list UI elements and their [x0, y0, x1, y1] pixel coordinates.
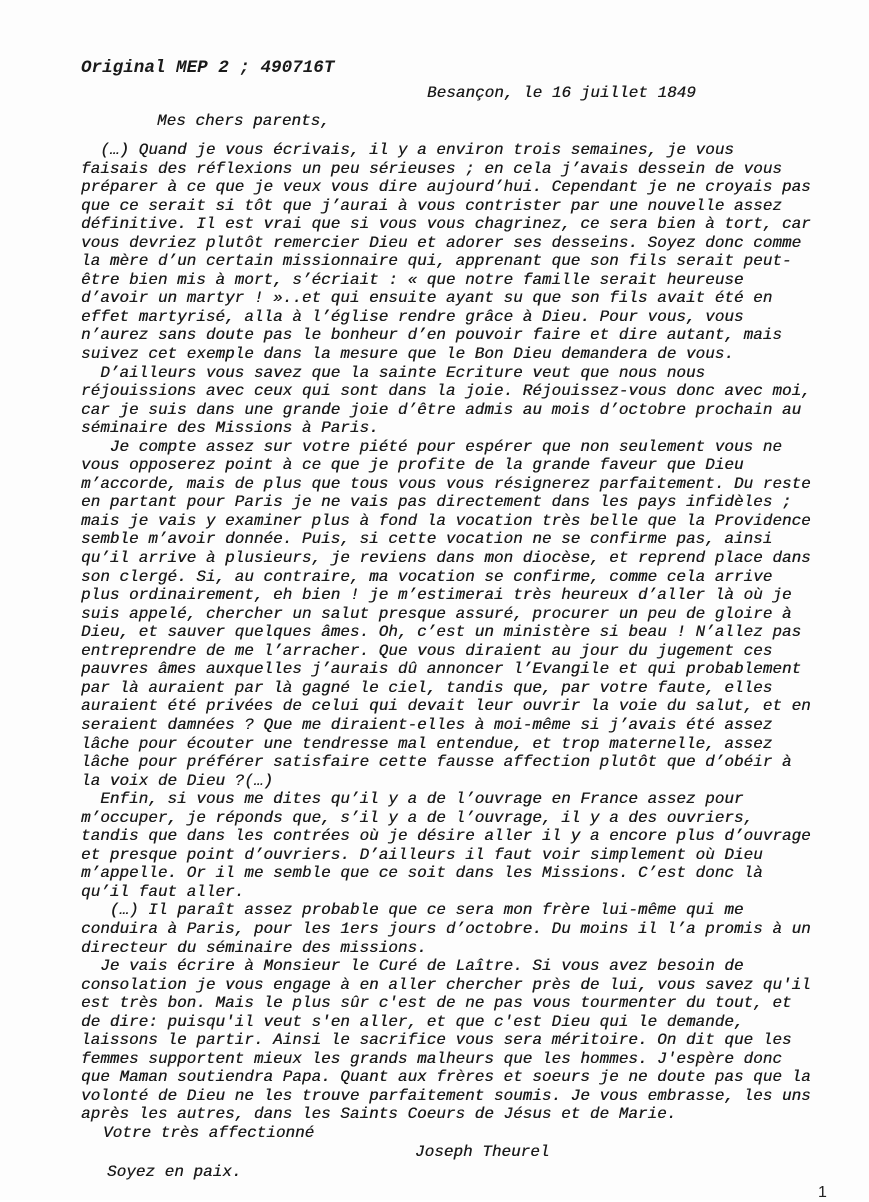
letter-line: qu’il arrive à plusieurs, je reviens dans mon diocèse, et reprend place dans [81, 549, 811, 568]
letter-line: m’accorde, mais de plus que tous vous vous résignerez parfaitement. Du reste [81, 474, 811, 493]
letter-line: (…) Il paraît assez probable que ce sera mon frère lui-même qui me [81, 901, 744, 920]
letter-line: séminaire des Missions à Paris. [81, 419, 379, 438]
document-reference: Original MEP 2 ; 490716T [81, 58, 335, 78]
page-number: 1 [818, 1184, 827, 1201]
letter-line: volonté de Dieu ne les trouve parfaitement soumis. Je vous embrasse, les uns [81, 1086, 811, 1105]
letter-line: d’avoir un martyr ! »..et qui ensuite ayant su que son fils avait été en [81, 289, 773, 308]
letter-line: femmes supportent mieux les grands malheurs que les hommes. J'espère donc [81, 1049, 782, 1068]
letter-line: vous devriez plutôt remercier Dieu et adorer ses desseins. Soyez donc comme [81, 233, 802, 252]
letter-line: son clergé. Si, au contraire, ma vocation se confirme, comme cela arrive [81, 567, 773, 586]
salutation: Mes chers parents, [157, 112, 330, 130]
letter-line: suis appelé, chercher un salut presque assuré, procurer un peu de gloire à [81, 604, 792, 623]
letter-line: la mère d’un certain missionnaire qui, apprenant que son fils serait peut- [81, 252, 792, 271]
letter-line: (…) Quand je vous écrivais, il y a environ trois semaines, je vous [81, 141, 734, 159]
letter-line: pauvres âmes auxquelles j’aurais dû annoncer l’Evangile et qui probablement [81, 660, 802, 679]
letter-line: m’occuper, je réponds que, s’il y a de l’ouvrage, il y a des ouvriers, [81, 808, 754, 827]
letter-line: vous opposerez point à ce que je profite de la grande faveur que Dieu [81, 456, 744, 475]
letter-line: suivez cet exemple dans la mesure que le Bon Dieu demandera de vous. [81, 345, 734, 364]
date-line: Besançon, le 16 juillet 1849 [427, 84, 696, 102]
letter-line: plus ordinairement, eh bien ! je m’estimerai très heureux d’aller là où je [81, 586, 792, 605]
letter-line: D’ailleurs vous savez que la sainte Ecriture veut que nous nous [81, 363, 706, 382]
letter-line: entreprendre de me l’arracher. Que vous diraient au jour du jugement ces [81, 641, 773, 660]
letter-line: la voix de Dieu ?(…) [81, 771, 274, 790]
letter-line: consolation je vous engage à en aller chercher près de lui, vous savez qu'il [81, 975, 811, 994]
valediction: Votre très affectionné [103, 1124, 315, 1142]
letter-line: Enfin, si vous me dites qu’il y a de l’ouvrage en France assez pour [81, 790, 744, 809]
letter-line: Dieu, et sauver quelques âmes. Oh, c’est un ministère si beau ! N’allez pas [81, 623, 802, 642]
letter-line: tandis que dans les contrées où je désire aller il y a encore plus d’ouvrage [81, 827, 811, 846]
letter-line: Je compte assez sur votre piété pour espérer que non seulement vous ne [81, 437, 782, 456]
letter-line: laissons le partir. Ainsi le sacrifice vous sera méritoire. On dit que les [81, 1031, 792, 1050]
letter-line: Je vais écrire à Monsieur le Curé de Laître. Si vous avez besoin de [81, 957, 744, 976]
letter-line: conduira à Paris, pour les 1ers jours d’octobre. Du moins il l’a promis à un [81, 919, 811, 938]
letter-line: effet martyrisé, alla à l’église rendre grâce à Dieu. Pour vous, vous [81, 307, 744, 326]
letter-line: est très bon. Mais le plus sûr c'est de ne pas vous tourmenter du tout, et [81, 994, 792, 1013]
letter-line: semble m’avoir donnée. Puis, si cette vocation ne se confirme pas, ainsi [81, 530, 773, 549]
letter-line: que ce serait si tôt que j’aurai à vous contrister par une nouvelle assez [81, 196, 782, 215]
letter-line: après les autres, dans les Saints Coeurs de Jésus et de Marie. [81, 1105, 677, 1124]
letter-line: préparer à ce que je veux vous dire aujourd’hui. Cependant je ne croyais pas [81, 178, 811, 197]
letter-line: réjouissions avec ceux qui sont dans la joie. Réjouissez-vous donc avec moi, [81, 382, 811, 401]
letter-line: être bien mis à mort, s’écriait : « que notre famille serait heureuse [81, 270, 744, 289]
signature: Joseph Theurel [415, 1143, 550, 1161]
letter-line: seraient damnées ? Que me diraient-elles à moi-même si j’avais été assez [81, 715, 773, 734]
letter-line: et presque point d’ouvriers. D’ailleurs il faut voir simplement où Dieu [81, 845, 763, 864]
letter-line: mais je vais y examiner plus à fond la vocation très belle que la Providence [81, 511, 811, 530]
letter-line: que Maman soutiendra Papa. Quant aux frères et soeurs je ne doute pas que la [81, 1068, 811, 1087]
letter-line: par là auraient par là gagné le ciel, tandis que, par votre faute, elles [81, 678, 773, 697]
letter-line: directeur du séminaire des missions. [81, 938, 427, 957]
letter-line: de dire: puisqu'il veut s'en aller, et que c'est Dieu qui le demande, [81, 1012, 744, 1031]
letter-line: car je suis dans une grande joie d’être admis au mois d’octobre prochain au [81, 400, 802, 419]
letter-line: auraient été privées de celui qui devait leur ouvrir la voie du salut, et en [81, 697, 811, 716]
letter-line: n’aurez sans doute pas le bonheur d’en pouvoir faire et dire autant, mais [81, 326, 782, 345]
letter-line: lâche pour écouter une tendresse mal entendue, et trop maternelle, assez [81, 734, 773, 753]
letter-line: faisais des réflexions un peu sérieuses ; en cela j’avais dessein de vous [81, 159, 782, 178]
letter-line: qu’il faut aller. [81, 882, 245, 901]
letter-line: définitive. Il est vrai que si vous vous chagrinez, ce sera bien à tort, car [81, 215, 811, 234]
postscript: Soyez en paix. [107, 1163, 242, 1181]
letter-line: lâche pour préférer satisfaire cette fausse affection plutôt que d’obéir à [81, 753, 792, 772]
letter-line: en partant pour Paris je ne vais pas directement dans les pays infidèles ; [81, 493, 792, 512]
letter-line: m’appelle. Or il me semble que ce soit dans les Missions. C’est donc là [81, 864, 763, 883]
letter-body [81, 141, 861, 1124]
